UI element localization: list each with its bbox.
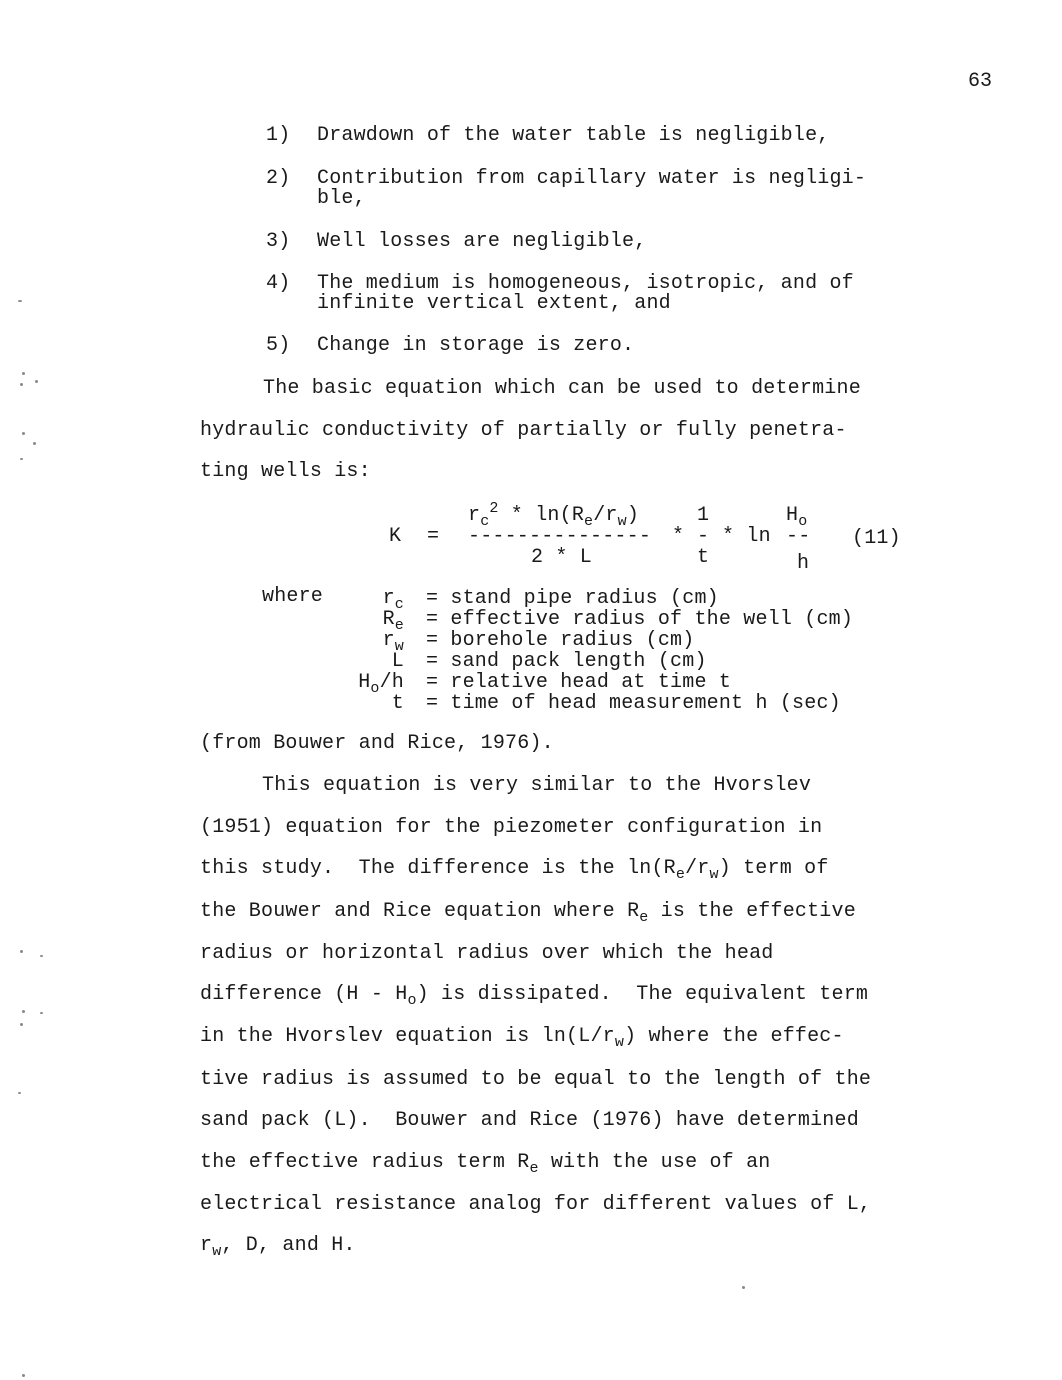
body-line-10: the effective radius term $R_e$ with the use of an bbox=[200, 1151, 771, 1177]
scan-speck bbox=[33, 442, 36, 445]
scan-speck bbox=[742, 1286, 745, 1289]
intro-line-3: ting wells is: bbox=[200, 460, 371, 483]
body-line-12: $r_w$, D, and H. bbox=[200, 1234, 356, 1260]
scan-speck bbox=[20, 383, 23, 386]
scan-speck bbox=[22, 1010, 25, 1013]
list-item-text: Well losses are negligible, bbox=[317, 230, 647, 253]
body-line-5: radius or horizontal radius over which the head bbox=[200, 942, 774, 965]
definition-symbol: $r_c$ bbox=[382, 587, 404, 613]
definition-text: = stand pipe radius (cm) bbox=[426, 587, 719, 610]
equation-lhs: K bbox=[389, 525, 402, 548]
body-line-8: tive radius is assumed to be equal to the length of the bbox=[200, 1068, 872, 1091]
body-line-4: the Bouwer and Rice equation where $R_e$ is the effective bbox=[200, 900, 856, 926]
scan-speck bbox=[40, 1012, 43, 1014]
intro-line-1: The basic equation which can be used to determine bbox=[263, 377, 861, 400]
list-item-number: 4) bbox=[266, 272, 291, 295]
body-line-11: electrical resistance analog for different values of L, bbox=[200, 1193, 872, 1216]
definition-symbol: t bbox=[391, 692, 404, 715]
equation-bar-2: -- bbox=[786, 525, 811, 548]
scan-speck bbox=[18, 1092, 21, 1094]
definition-symbol: $r_w$ bbox=[382, 629, 404, 655]
equation-t: t bbox=[697, 546, 710, 569]
scan-speck bbox=[18, 300, 22, 302]
list-item-text: Change in storage is zero. bbox=[317, 334, 635, 357]
equation-h: h bbox=[797, 552, 810, 575]
list-item-number: 1) bbox=[266, 124, 291, 147]
scan-speck bbox=[20, 1023, 23, 1026]
body-line-9: sand pack (L). Bouwer and Rice (1976) have determined bbox=[200, 1109, 859, 1132]
equation-one: 1 bbox=[697, 504, 710, 527]
body-line-2: (1951) equation for the piezometer configuration in bbox=[200, 816, 823, 839]
list-item-text: ble, bbox=[317, 187, 366, 210]
body-line-6: difference $(H - H_o)$ is dissipated. The equivalent term bbox=[200, 983, 869, 1009]
body-line-1: This equation is very similar to the Hvorslev bbox=[262, 774, 812, 797]
definition-text: = borehole radius (cm) bbox=[426, 629, 695, 652]
equation-ln: * ln bbox=[722, 525, 771, 548]
definition-text: = relative head at time t bbox=[426, 671, 732, 694]
list-item-text: The medium is homogeneous, isotropic, and of bbox=[317, 272, 854, 295]
scan-speck bbox=[22, 372, 25, 375]
equation-small-bar: - bbox=[697, 525, 710, 548]
equation-equals: = bbox=[427, 525, 440, 548]
body-line-3: this study. The difference is the $\ln(R_e/r_w)$ term of bbox=[200, 857, 829, 883]
equation-numerator: $r_c^2 * \ln(R_e/r_w)$ bbox=[468, 500, 640, 530]
definition-symbol: $H_o/h$ bbox=[358, 671, 404, 697]
source-citation: (from Bouwer and Rice, 1976). bbox=[200, 732, 554, 755]
list-item-text: Contribution from capillary water is negligi- bbox=[317, 167, 867, 190]
body-line-7: in the Hvorslev equation is $\ln(L/r_w)$ where the effec- bbox=[200, 1025, 844, 1051]
scan-speck bbox=[20, 458, 23, 460]
definition-text: = sand pack length (cm) bbox=[426, 650, 707, 673]
page-number: 63 bbox=[968, 70, 993, 93]
where-label: where bbox=[262, 585, 324, 608]
scan-speck bbox=[22, 1374, 25, 1377]
scan-speck bbox=[35, 380, 38, 383]
scan-speck bbox=[20, 950, 23, 953]
definition-symbol: L bbox=[391, 650, 404, 673]
definition-text: = effective radius of the well (cm) bbox=[426, 608, 854, 631]
scan-speck bbox=[40, 955, 43, 957]
list-item-number: 3) bbox=[266, 230, 291, 253]
equation-label: (11) bbox=[852, 527, 901, 550]
list-item-number: 2) bbox=[266, 167, 291, 190]
equation-multiply-1: * bbox=[672, 525, 685, 548]
definition-text: = time of head measurement h (sec) bbox=[426, 692, 841, 715]
list-item-text: Drawdown of the water table is negligible, bbox=[317, 124, 830, 147]
equation-H0: $H_o$ bbox=[786, 504, 808, 530]
intro-line-2: hydraulic conductivity of partially or fully penetra- bbox=[200, 419, 847, 442]
equation-denominator: 2 * L bbox=[531, 546, 593, 569]
scan-speck bbox=[22, 432, 25, 435]
list-item-text: infinite vertical extent, and bbox=[317, 292, 671, 315]
definition-symbol: $R_e$ bbox=[382, 608, 404, 634]
list-item-number: 5) bbox=[266, 334, 291, 357]
equation-fraction-bar: --------------- bbox=[468, 525, 652, 548]
